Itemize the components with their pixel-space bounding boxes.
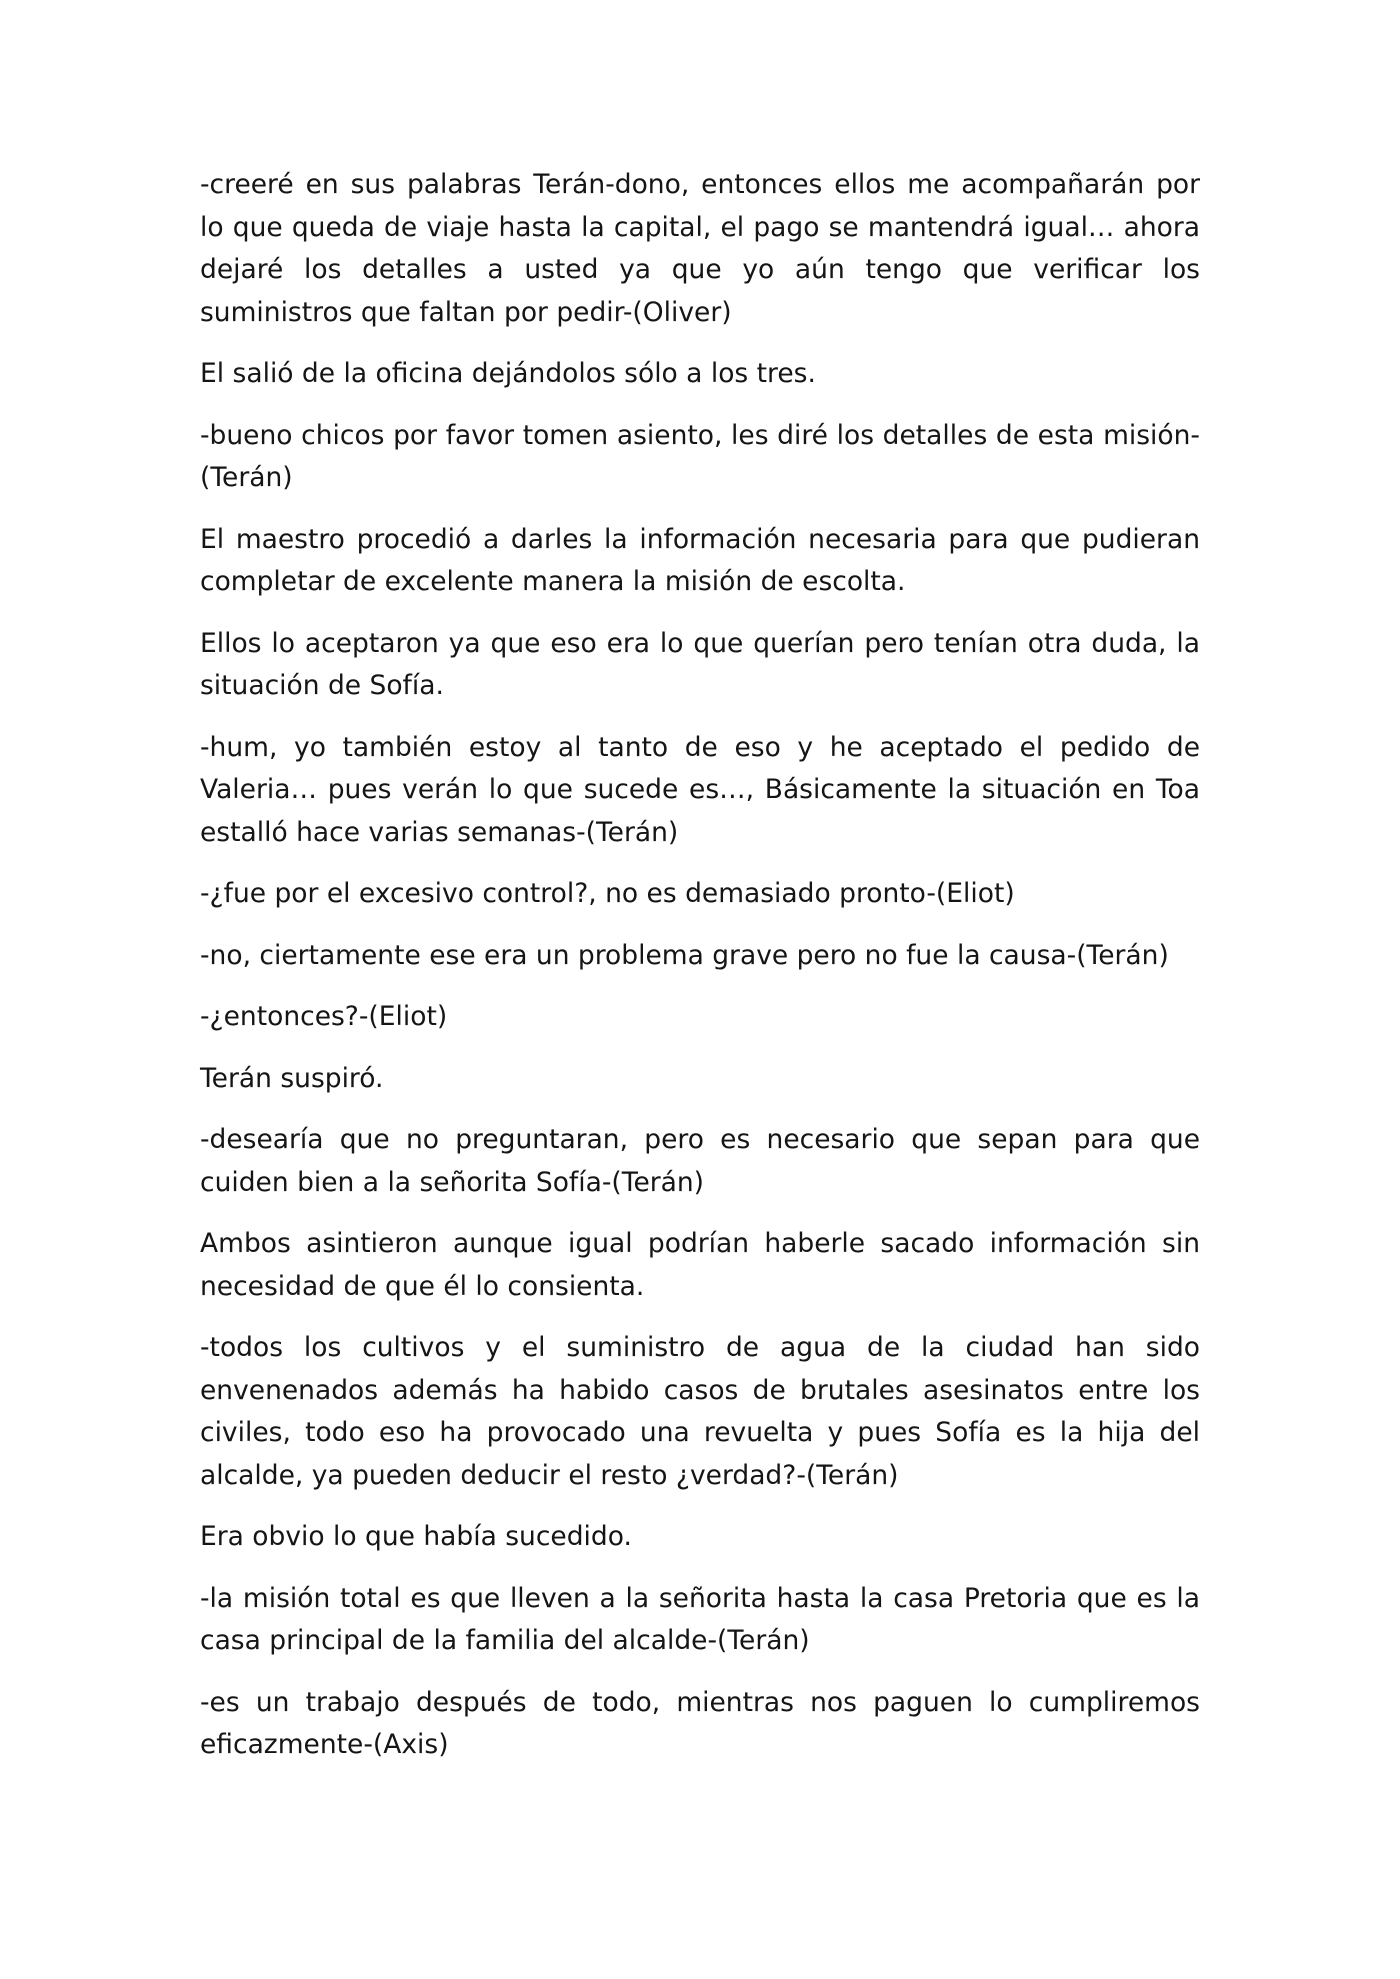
paragraph: -es un trabajo después de todo, mientras nos paguen lo cumpliremos eficazmente-(Axis) xyxy=(200,1686,1200,1760)
paragraph: -desearía que no preguntaran, pero es necesario que sepan para que cuiden bien a la señorita Sofía-(Terán) xyxy=(200,1124,1200,1198)
paragraph: Terán suspiró. xyxy=(200,1062,384,1094)
paragraph: Era obvio lo que había sucedido. xyxy=(200,1521,632,1552)
paragraph: -hum, yo también estoy al tanto de eso y he aceptado el pedido de Valeria… pues verán lo que sucede es…, Básicamente la situación en Toa estalló hace varias semanas-(Terán) xyxy=(200,731,1200,848)
paragraph: Ellos lo aceptaron ya que eso era lo que querían pero tenían otra duda, la situación de Sofía. xyxy=(200,627,1200,701)
paragraph: El salió de la oficina dejándolos sólo a los tres. xyxy=(200,358,816,389)
paragraph: El maestro procedió a darles la información necesaria para que pudieran completar de excelente manera la misión de escolta. xyxy=(200,523,1200,597)
paragraph: -no, ciertamente ese era un problema grave pero no fue la causa-(Terán) xyxy=(200,939,1169,971)
paragraph: -¿fue por el excesivo control?, no es demasiado pronto-(Eliot) xyxy=(200,878,1015,909)
paragraph: -bueno chicos por favor tomen asiento, les diré los detalles de esta misión-(Terán) xyxy=(200,419,1200,493)
paragraph: -creeré en sus palabras Terán-dono, entonces ellos me acompañarán por lo que queda de viaje hasta la capital, el pago se mantendrá igual… ahora dejaré los detalles a usted ya que yo aún tengo que verificar los suministros que faltan por pedir-(Oliver) xyxy=(200,169,1200,328)
paragraph: -la misión total es que lleven a la señorita hasta la casa Pretoria que es la casa principal de la familia del alcalde-(Terán) xyxy=(200,1582,1200,1656)
paragraph: -todos los cultivos y el suministro de agua de la ciudad han sido envenenados además ha habido casos de brutales asesinatos entre los civiles, todo eso ha provocado una revuelta y pues Sofía es la hija del alcalde, ya pueden deducir el resto ¿verdad?-(Terán) xyxy=(200,1332,1200,1491)
paragraph: -¿entonces?-(Eliot) xyxy=(200,1001,448,1032)
document-body xyxy=(200,164,1200,1786)
paragraph: Ambos asintieron aunque igual podrían haberle sacado información sin necesidad de que él lo consienta. xyxy=(200,1228,1200,1302)
